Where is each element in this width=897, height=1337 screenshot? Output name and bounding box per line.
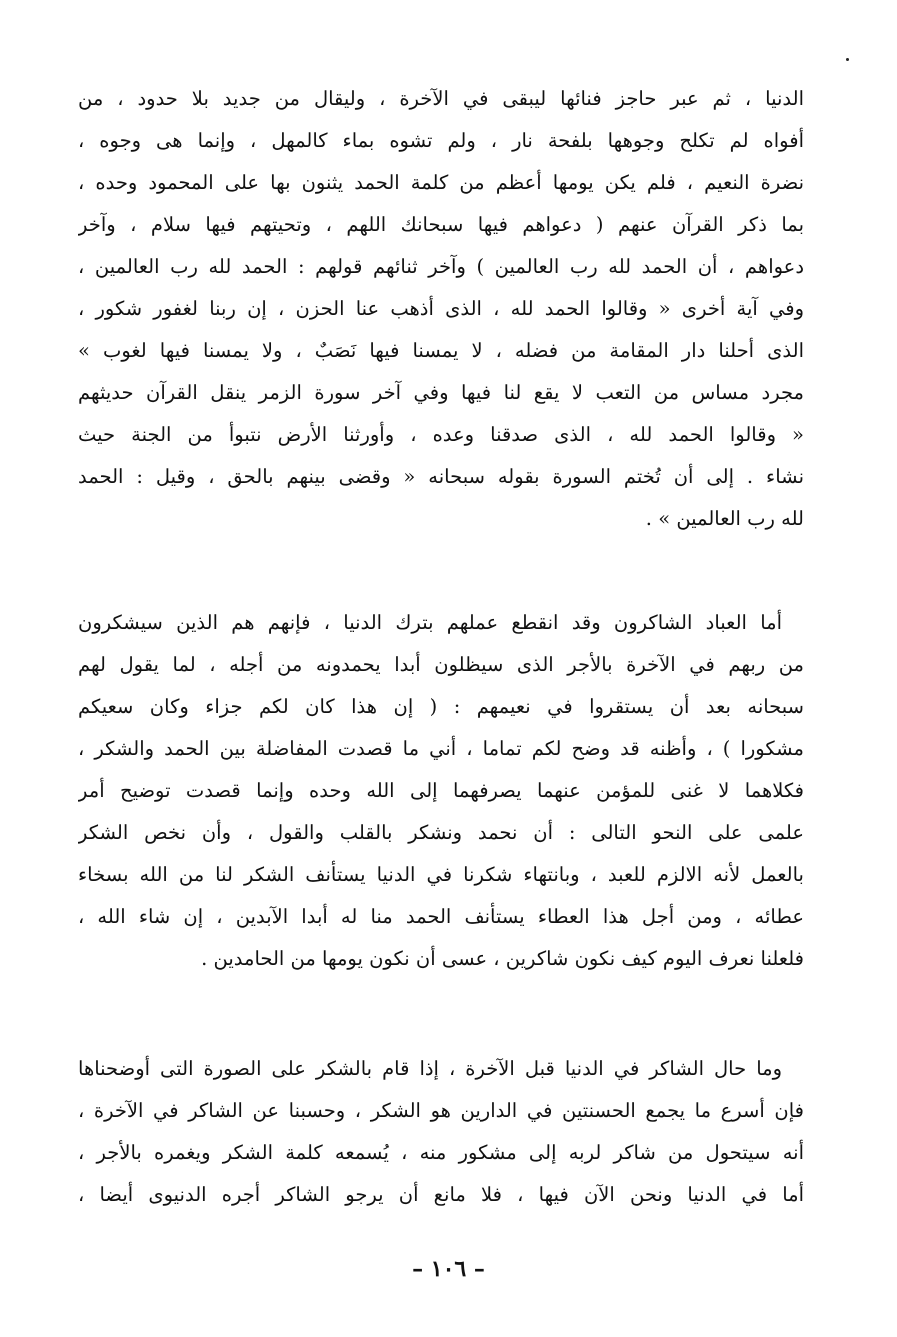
text-line: سبحانه بعد أن يستقروا في نعيمهم : ( إن هذا كان لكم جزاء وكان سعيكم [78,695,804,718]
text-line: وما حال الشاكر في الدنيا قبل الآخرة ، إذا قام بالشكر على الصورة التى أوضحناها [78,1057,782,1080]
paragraph-1 [78,78,804,540]
text-line: نشاء . إلى أن تُختم السورة بقوله سبحانه « وقضى بينهم بالحق ، وقيل : الحمد [78,465,804,488]
text-line: علمى على النحو التالى : أن نحمد ونشكر بالقلب والقول ، وأن نخص الشكر [78,821,804,844]
text-line: فإن أسرع ما يجمع الحسنتين في الدارين هو الشكر ، وحسبنا عن الشاكر في الآخرة ، [78,1099,804,1122]
text-line: بما ذكر القرآن عنهم ( دعواهم فيها سبحانك اللهم ، وتحيتهم فيها سلام ، وآخر [78,213,804,236]
dot-mark [846,58,849,61]
page-number: – ١٠٦ – [412,1256,485,1282]
text-line: الدنيا ، ثم عبر حاجز فنائها ليبقى في الآخرة ، وليقال من جديد بلا حدود ، من [78,87,804,110]
text-line: أنه سيتحول من شاكر لربه إلى مشكور منه ، يُسمعه كلمة الشكر ويغمره بالأجر ، [78,1141,804,1164]
text-line: الذى أحلنا دار المقامة من فضله ، لا يمسنا فيها نَصَبٌ ، ولا يمسنا فيها لغوب » [78,339,804,362]
text-line: مجرد مساس من التعب لا يقع لنا فيها وفي آخر سورة الزمر ينقل القرآن حديثهم [78,381,804,404]
text-line: وفي آية أخرى « وقالوا الحمد لله ، الذى أذهب عنا الحزن ، إن ربنا لغفور شكور ، [78,297,804,320]
text-line: من ربهم في الآخرة بالأجر الذى سيظلون أبدا يحمدونه من أجله ، لما يقول لهم [78,653,804,676]
text-line: فلعلنا نعرف اليوم كيف نكون شاكرين ، عسى أن نكون يومها من الحامدين . [201,947,804,970]
text-line: « وقالوا الحمد لله ، الذى صدقنا وعده ، وأورثنا الأرض نتبوأ من الجنة حيث [78,423,804,446]
text-line: أفواه لم تكلح وجوهها بلفحة نار ، ولم تشوه بماء كالمهل ، وإنما هى وجوه ، [78,129,804,152]
text-line: دعواهم ، أن الحمد لله رب العالمين ) وآخر ثنائهم قولهم : الحمد لله رب العالمين ، [78,255,804,278]
text-line: لله رب العالمين » . [645,507,804,530]
text-line: فكلاهما لا غنى للمؤمن عنهما يصرفهما إلى الله وحده وإنما قصدت توضيح أمر [78,779,804,802]
text-line: عطائه ، ومن أجل هذا العطاء يستأنف الحمد منا له أبدا الآبدين ، إن شاء الله ، [78,905,804,928]
paragraph-3 [78,1048,804,1216]
text-line: أما العباد الشاكرون وقد انقطع عملهم بترك الدنيا ، فإنهم هم الذين سيشكرون [78,611,782,634]
text-line: نضرة النعيم ، فلم يكن يومها أعظم من كلمة الحمد يثنون بها على المحمود وحده ، [78,171,804,194]
text-line: بالعمل لأنه الالزم للعبد ، وبانتهاء شكرنا في الدنيا يستأنف الشكر لنا من الله بسخاء [78,863,804,886]
paragraph-2 [78,602,804,980]
text-line: أما في الدنيا ونحن الآن فيها ، فلا مانع أن يرجو الشاكر أجره الدنيوى أيضا ، [78,1183,804,1206]
text-line: مشكورا ) ، وأظنه قد وضح لكم تماما ، أني ما قصدت المفاضلة بين الحمد والشكر ، [78,737,804,760]
